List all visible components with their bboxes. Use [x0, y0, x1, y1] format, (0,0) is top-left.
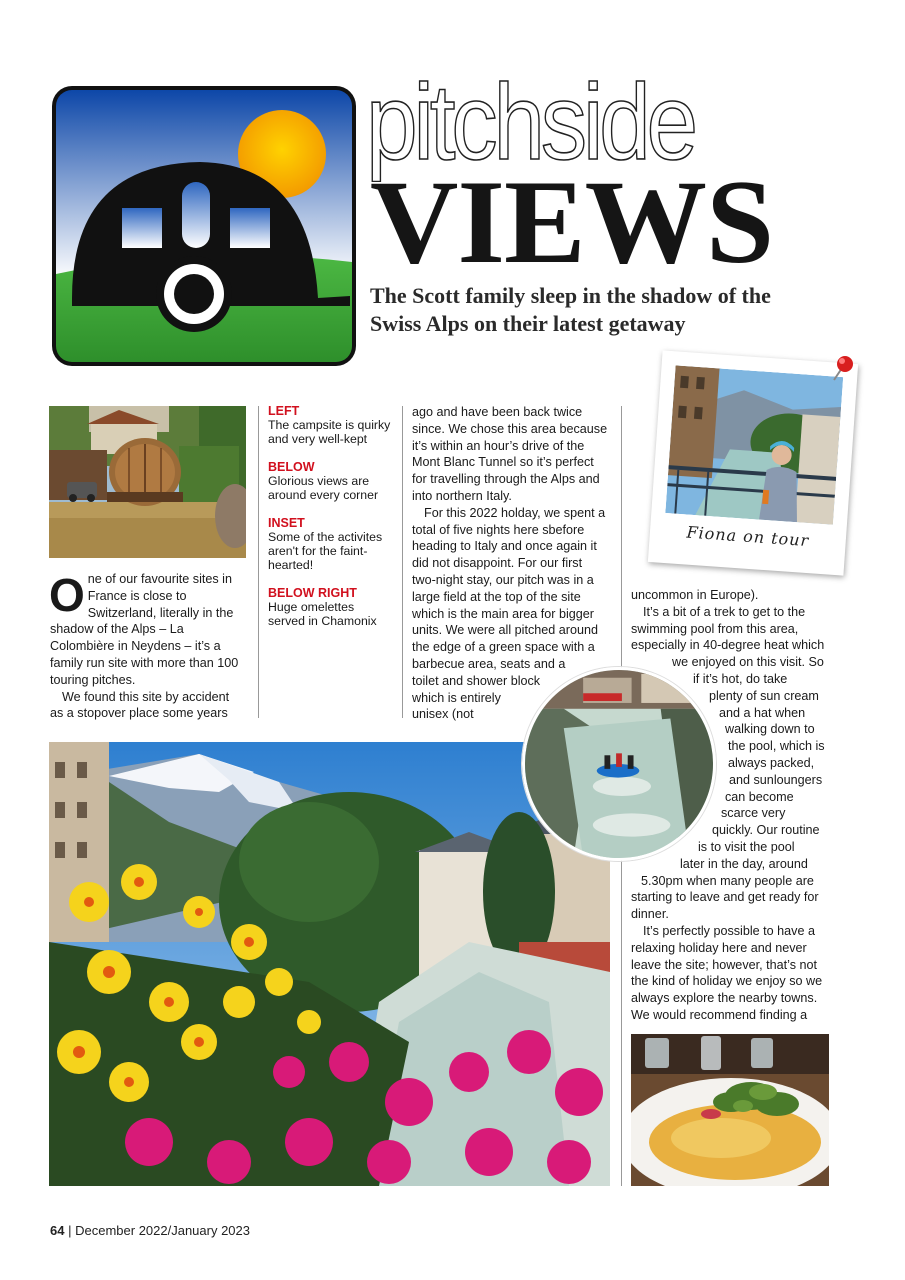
pitchside-logo: [50, 84, 358, 368]
body-line: We would recommend finding a: [631, 1007, 808, 1022]
body-line: ne of our favourite sites in: [87, 572, 232, 586]
page-footer: [50, 1223, 250, 1238]
column-rule: [402, 406, 403, 718]
body-line: It’s a bit of a trek to get to the: [643, 604, 806, 619]
body-line: into northern Italy.: [412, 488, 512, 503]
footer-separator: |: [68, 1223, 72, 1238]
caption-text: Huge omelettes served in Chamonix: [268, 600, 377, 628]
body-line: heading to Italy and once again it: [412, 539, 597, 554]
body-line: France is close to: [87, 588, 187, 603]
headline-title: VIEWS: [370, 155, 774, 288]
body-line: total of five nights here sbefore: [412, 522, 585, 537]
fiona-photo: [665, 365, 843, 524]
body-line: uncommon in Europe).: [631, 588, 759, 602]
body-line: since. We chose this area because: [412, 421, 608, 436]
page-number: 64: [50, 1223, 65, 1238]
body-line: For this 2022 holday, we spent a: [424, 505, 606, 520]
body-line: which is the main area for bigger: [412, 606, 595, 621]
body-line: always explore the nearby towns.: [631, 991, 818, 1006]
body-line: for travelling through the Alps and: [412, 472, 600, 487]
body-line: the kind of holiday we enjoy so we: [631, 974, 823, 989]
caption-text: Glorious views are around every corner: [268, 474, 379, 502]
body-line: starting to leave and get ready for: [631, 890, 819, 905]
caption-left: [268, 404, 392, 446]
body-line: later in the day, around: [680, 856, 808, 871]
body-line: leave the site; however, that’s not: [631, 957, 817, 972]
campsite-photo: [49, 406, 246, 558]
body-line: Mont Blanc Tunnel so it’s perfect: [412, 455, 594, 470]
body-line: we enjoyed on this visit. So: [672, 655, 824, 670]
body-line: We found this site by accident: [62, 689, 230, 704]
body-line: shadow of the Alps – La: [50, 622, 184, 637]
body-line: which is entirely: [412, 690, 501, 705]
body-line: 5.30pm when many people are: [641, 873, 814, 888]
omelette-photo: [631, 1034, 829, 1186]
body-line: relaxing holiday here and never: [631, 940, 807, 955]
body-line: Colombière in Neydens – it’s a: [50, 639, 221, 654]
body-line: is to visit the pool: [698, 839, 795, 854]
caption-heading: INSET: [268, 516, 305, 530]
body-line: and sunloungers: [729, 772, 823, 787]
body-line: It’s perfectly possible to have a: [643, 923, 815, 938]
body-line: two-night stay, our pitch was in a: [412, 572, 594, 587]
body-line: and a hat when: [719, 705, 806, 720]
body-line: can become: [725, 789, 794, 804]
body-line: toilet and shower block: [412, 673, 541, 688]
body-line: ago and have been back twice: [412, 405, 583, 419]
caption-heading: LEFT: [268, 404, 300, 418]
headline-kicker: pitchside: [366, 61, 694, 182]
article-column-3: [631, 587, 831, 1024]
column-rule: [258, 406, 259, 718]
column-rule: [621, 406, 622, 686]
body-line: dinner.: [631, 907, 669, 922]
body-line: did not disappoint. For our first: [412, 556, 583, 571]
caption-below: [268, 460, 392, 502]
body-line: touring pitches.: [50, 672, 136, 687]
photo-captions: [268, 404, 392, 642]
body-line: it’s within an hour’s drive of the: [412, 438, 585, 453]
body-line: walking down to: [725, 722, 815, 737]
body-line: units. We were all pitched around: [412, 623, 598, 638]
chamonix-river-photo: [49, 742, 610, 1186]
issue-date: December 2022/January 2023: [75, 1223, 250, 1238]
article-column-1: [50, 571, 246, 722]
body-line: especially in 40-degree heat which: [631, 638, 825, 653]
body-line: scarce very: [721, 806, 786, 821]
caption-text: Some of the activites aren't for the faint-hearted!: [268, 530, 383, 572]
body-line: Switzerland, literally in the: [87, 605, 234, 620]
column-rule: [621, 860, 622, 1186]
body-line: unisex (not: [412, 707, 474, 722]
standfirst: The Scott family sleep in the shadow of the Swiss Alps on their latest getaway: [370, 283, 771, 336]
body-line: the edge of a green space with a: [412, 640, 595, 655]
body-line: swimming pool from this area,: [631, 621, 799, 636]
polaroid-caption: Fiona on tour: [685, 522, 810, 551]
body-line: family run site with more than 100: [50, 655, 239, 670]
caption-text: The campsite is quirky and very well-kept: [268, 418, 391, 446]
body-line: barbecue area, seats and a: [412, 656, 566, 671]
push-pin-icon: [826, 352, 856, 386]
body-line: the pool, which is: [728, 739, 825, 754]
body-line: always packed,: [728, 755, 815, 770]
body-line: quickly. Our routine: [712, 823, 820, 838]
caption-heading: BELOW RIGHT: [268, 586, 357, 600]
drop-cap: O: [49, 569, 85, 621]
body-line: if it’s hot, do take: [693, 671, 788, 686]
caption-heading: BELOW: [268, 460, 315, 474]
body-line: large field at the top of the site: [412, 589, 581, 604]
caption-below-right: [268, 586, 392, 628]
body-line: plenty of sun cream: [709, 688, 819, 703]
caption-inset: [268, 516, 392, 572]
body-line: as a stopover place some years: [50, 706, 228, 721]
